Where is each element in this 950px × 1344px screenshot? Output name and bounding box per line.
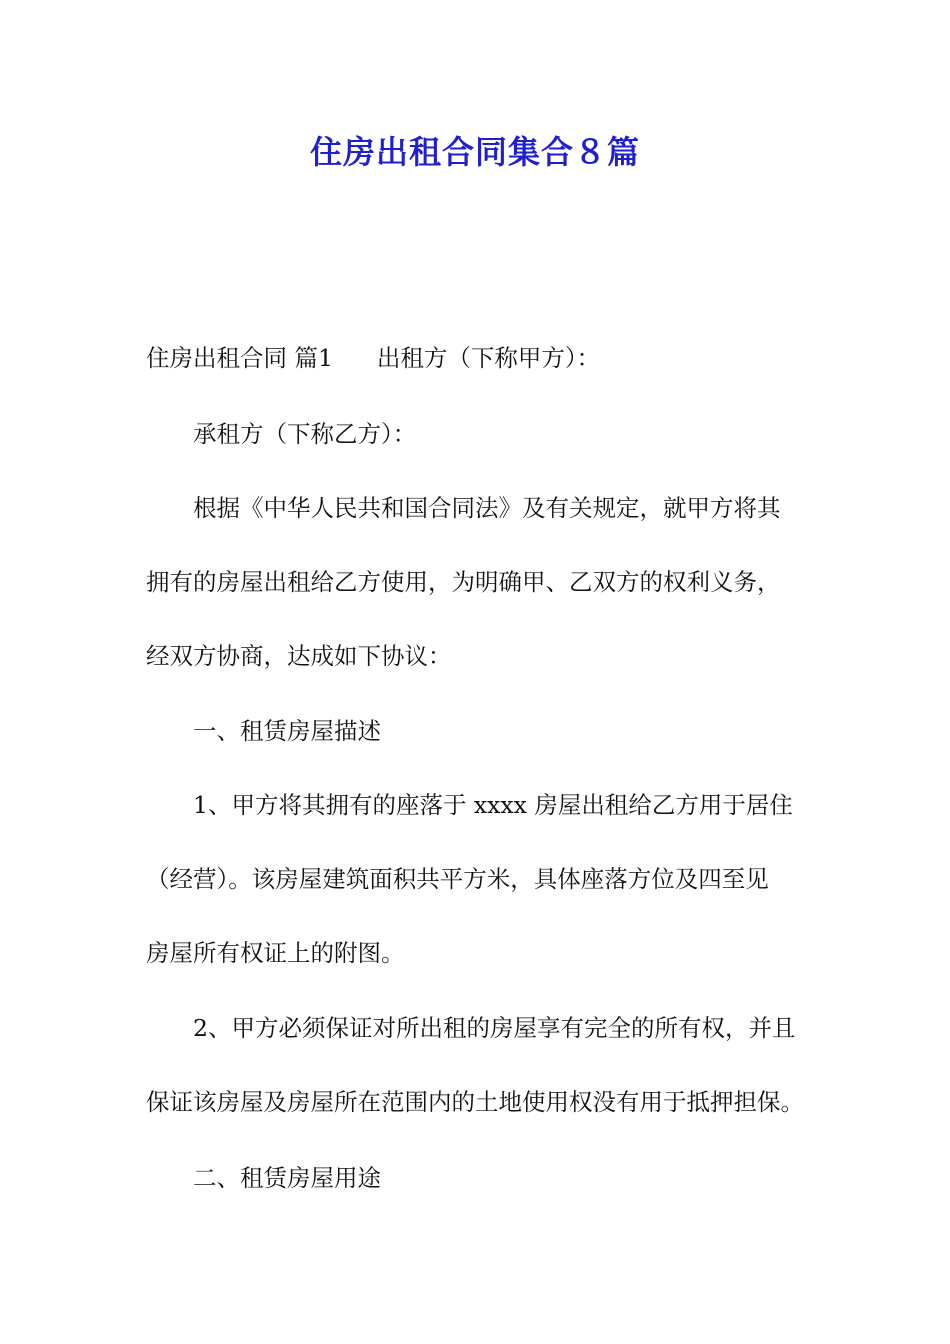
document-title: 住房出租合同集合８篇 <box>309 133 640 171</box>
section-title-2: 二、租赁房屋用途 <box>193 1164 381 1192</box>
clause-1-line-3: 房屋所有权证上的附图。 <box>146 939 405 967</box>
section-heading: 住房出租合同 篇1 <box>146 344 333 372</box>
preamble-line-1: 根据《中华人民共和国合同法》及有关规定，就甲方将其 <box>193 494 781 522</box>
clause-2-line-1: 2、甲方必须保证对所出租的房屋享有完全的所有权，并且 <box>193 1014 796 1042</box>
lessee-label: 承租方（下称乙方）： <box>193 420 417 448</box>
preamble-line-2: 拥有的房屋出租给乙方使用，为明确甲、乙双方的权利义务， <box>146 568 781 596</box>
contract-heading-line <box>146 338 816 378</box>
clause-2-line-2: 保证该房屋及房屋所在范围内的土地使用权没有用于抵押担保。 <box>146 1088 804 1116</box>
clause-1-line-1: 1、甲方将其拥有的座落于 xxxx 房屋出租给乙方用于居住 <box>193 791 793 819</box>
preamble-line-3: 经双方协商，达成如下协议： <box>146 642 452 670</box>
lessor-label: 出租方（下称甲方）： <box>376 344 601 372</box>
section-title-1: 一、租赁房屋描述 <box>193 717 381 745</box>
clause-1-line-2: （经营）。该房屋建筑面积共平方米，具体座落方位及四至见 <box>146 865 769 893</box>
